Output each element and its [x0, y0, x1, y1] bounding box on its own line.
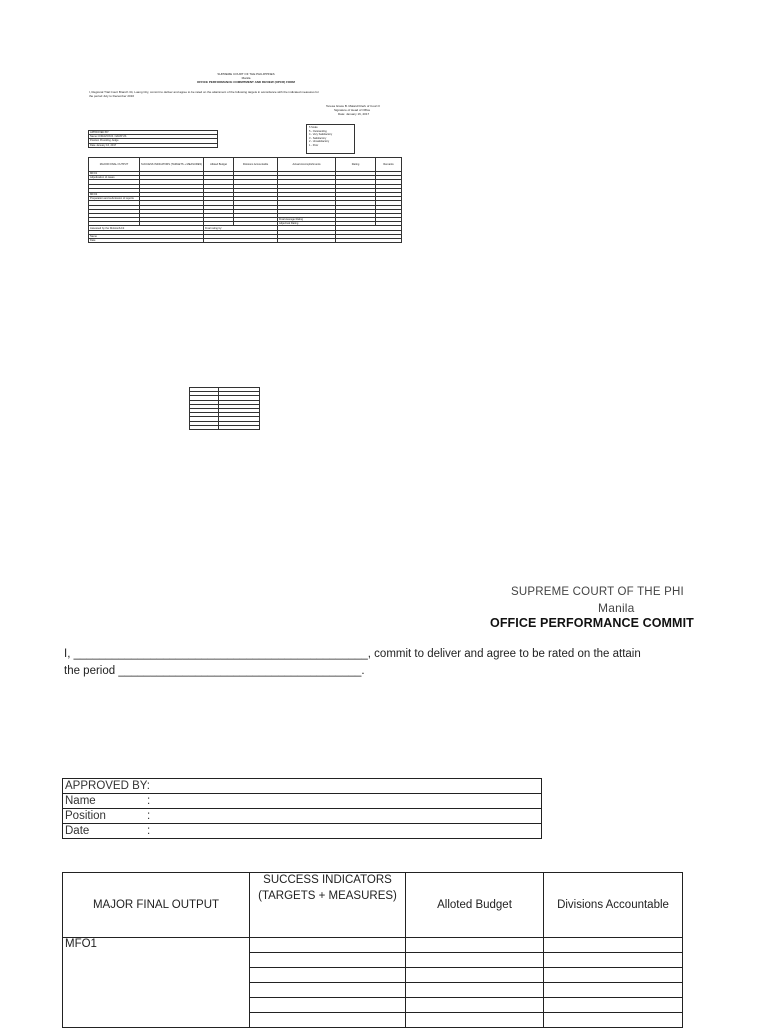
zoom-commit-line2: the period ______________________________________.	[64, 665, 365, 677]
thumb-col-remarks: Remarks	[376, 158, 402, 172]
thumb-commit-line1: I, Regional Trial Court Branch 34, Luang City, commit to deliver and agree to be rated on the attainment of the following targets in accordance with the indicated measures for	[89, 90, 319, 94]
thumb-col-budget: Alloted Budget	[204, 158, 234, 172]
date-colon: :	[147, 825, 151, 837]
thumb-mfo1: MFO1	[89, 172, 140, 176]
thumb-col-div: Divisions Accountable	[234, 158, 278, 172]
thumb-signatory: Teresa Grace B. Malarvi/Clerk of Court II	[326, 104, 381, 108]
thumb-final-rating-by: Final rating by:	[204, 226, 278, 230]
thumb-adjectival: Adjectival Rating	[278, 222, 336, 226]
col-si-header	[250, 873, 406, 938]
thumb-header-title: OFFICE PERFORMANCE COMMITMENT AND REVIEW (OPCR) FORM	[197, 80, 295, 84]
date-label: Date	[65, 825, 90, 837]
thumb-scale-title: 5 Scale	[309, 126, 318, 129]
zoom-header-title: OFFICE PERFORMANCE COMMIT	[490, 616, 694, 630]
thumb-rating-scale	[306, 124, 355, 154]
thumb-header-court: SUPREME COURT OF THE PHILIPPINES	[217, 72, 275, 76]
col-mfo-header: MAJOR FINAL OUTPUT	[63, 873, 250, 938]
approved-name-row	[63, 794, 542, 809]
thumb-mfo1-label: Adjudication of cases	[89, 176, 140, 180]
thumb-mfo2-label: Preparation and submission of reports	[89, 197, 140, 201]
thumb-col-rating: Rating	[336, 158, 376, 172]
approved-table	[62, 778, 542, 839]
thumb-approved-date: Date January 16, 2017	[89, 143, 218, 147]
col-budget-header: Alloted Budget	[406, 873, 544, 938]
thumb-mfo2: MFO2	[89, 192, 140, 196]
approved-label: APPROVED BY:	[63, 779, 542, 794]
col-si-line1: SUCCESS INDICATORS	[263, 874, 392, 886]
position-label: Position	[65, 810, 106, 822]
thumb-sign-date: Date	[89, 239, 204, 243]
thumb-commit-line2: the period July to December 2016	[89, 94, 135, 98]
zoom-header-court: SUPREME COURT OF THE PHI	[511, 586, 684, 598]
zoom-header-city: Manila	[598, 601, 635, 615]
thumb-approved-table	[88, 130, 218, 148]
form-thumbnail	[88, 72, 404, 267]
thumb-sign-name: Name	[89, 234, 204, 238]
col-div-header: Divisions Accountable	[544, 873, 683, 938]
col-si-line2: (TARGETS + MEASURES)	[258, 890, 397, 902]
floating-grid	[189, 387, 260, 430]
thumb-approved-name: Name CORAZON R. NAVATUS	[89, 135, 218, 139]
mfo-table	[62, 872, 683, 1028]
thumb-scale-4: 4 - Very Satisfactory	[309, 133, 333, 137]
position-colon: :	[147, 810, 151, 822]
thumb-approved-position: Position Presiding Judge	[89, 139, 218, 143]
thumb-scale-3: 3 - Satisfactory	[309, 136, 327, 140]
thumb-header-city: Manila	[241, 76, 251, 80]
thumb-approved-label: APPROVED BY:	[89, 131, 218, 135]
zoom-commit-line1: I, ______________________________________________, commit to deliver and agree to be rated on the attain	[64, 648, 641, 660]
thumb-col-actual: Actual Accomplishments	[278, 158, 336, 172]
thumb-col-si: SUCCESS INDICATORS (TARGETS + MEASURES)	[140, 158, 204, 172]
thumb-assessed-by: Assessed by the Division/Unit	[89, 226, 204, 230]
thumb-col-mfo: MAJOR FINAL OUTPUT	[89, 158, 140, 172]
thumb-signatory-date: Date: January 16, 2017	[338, 112, 370, 116]
thumb-main-table	[88, 157, 402, 243]
mfo1-cell: MFO1	[63, 938, 250, 1028]
thumb-signatory-role: Signature of Head of Office	[334, 108, 371, 112]
name-colon: :	[147, 795, 151, 807]
approved-date-row	[63, 824, 542, 839]
thumb-scale-2: 2 - Unsatisfactory	[309, 140, 330, 144]
name-label: Name	[65, 795, 96, 807]
thumb-scale-5: 5 - Outstanding	[309, 129, 327, 133]
approved-position-row	[63, 809, 542, 824]
thumb-scale-1: 1 - Poor	[309, 143, 319, 147]
thumb-final-rating: Final Average Rating	[278, 218, 336, 222]
